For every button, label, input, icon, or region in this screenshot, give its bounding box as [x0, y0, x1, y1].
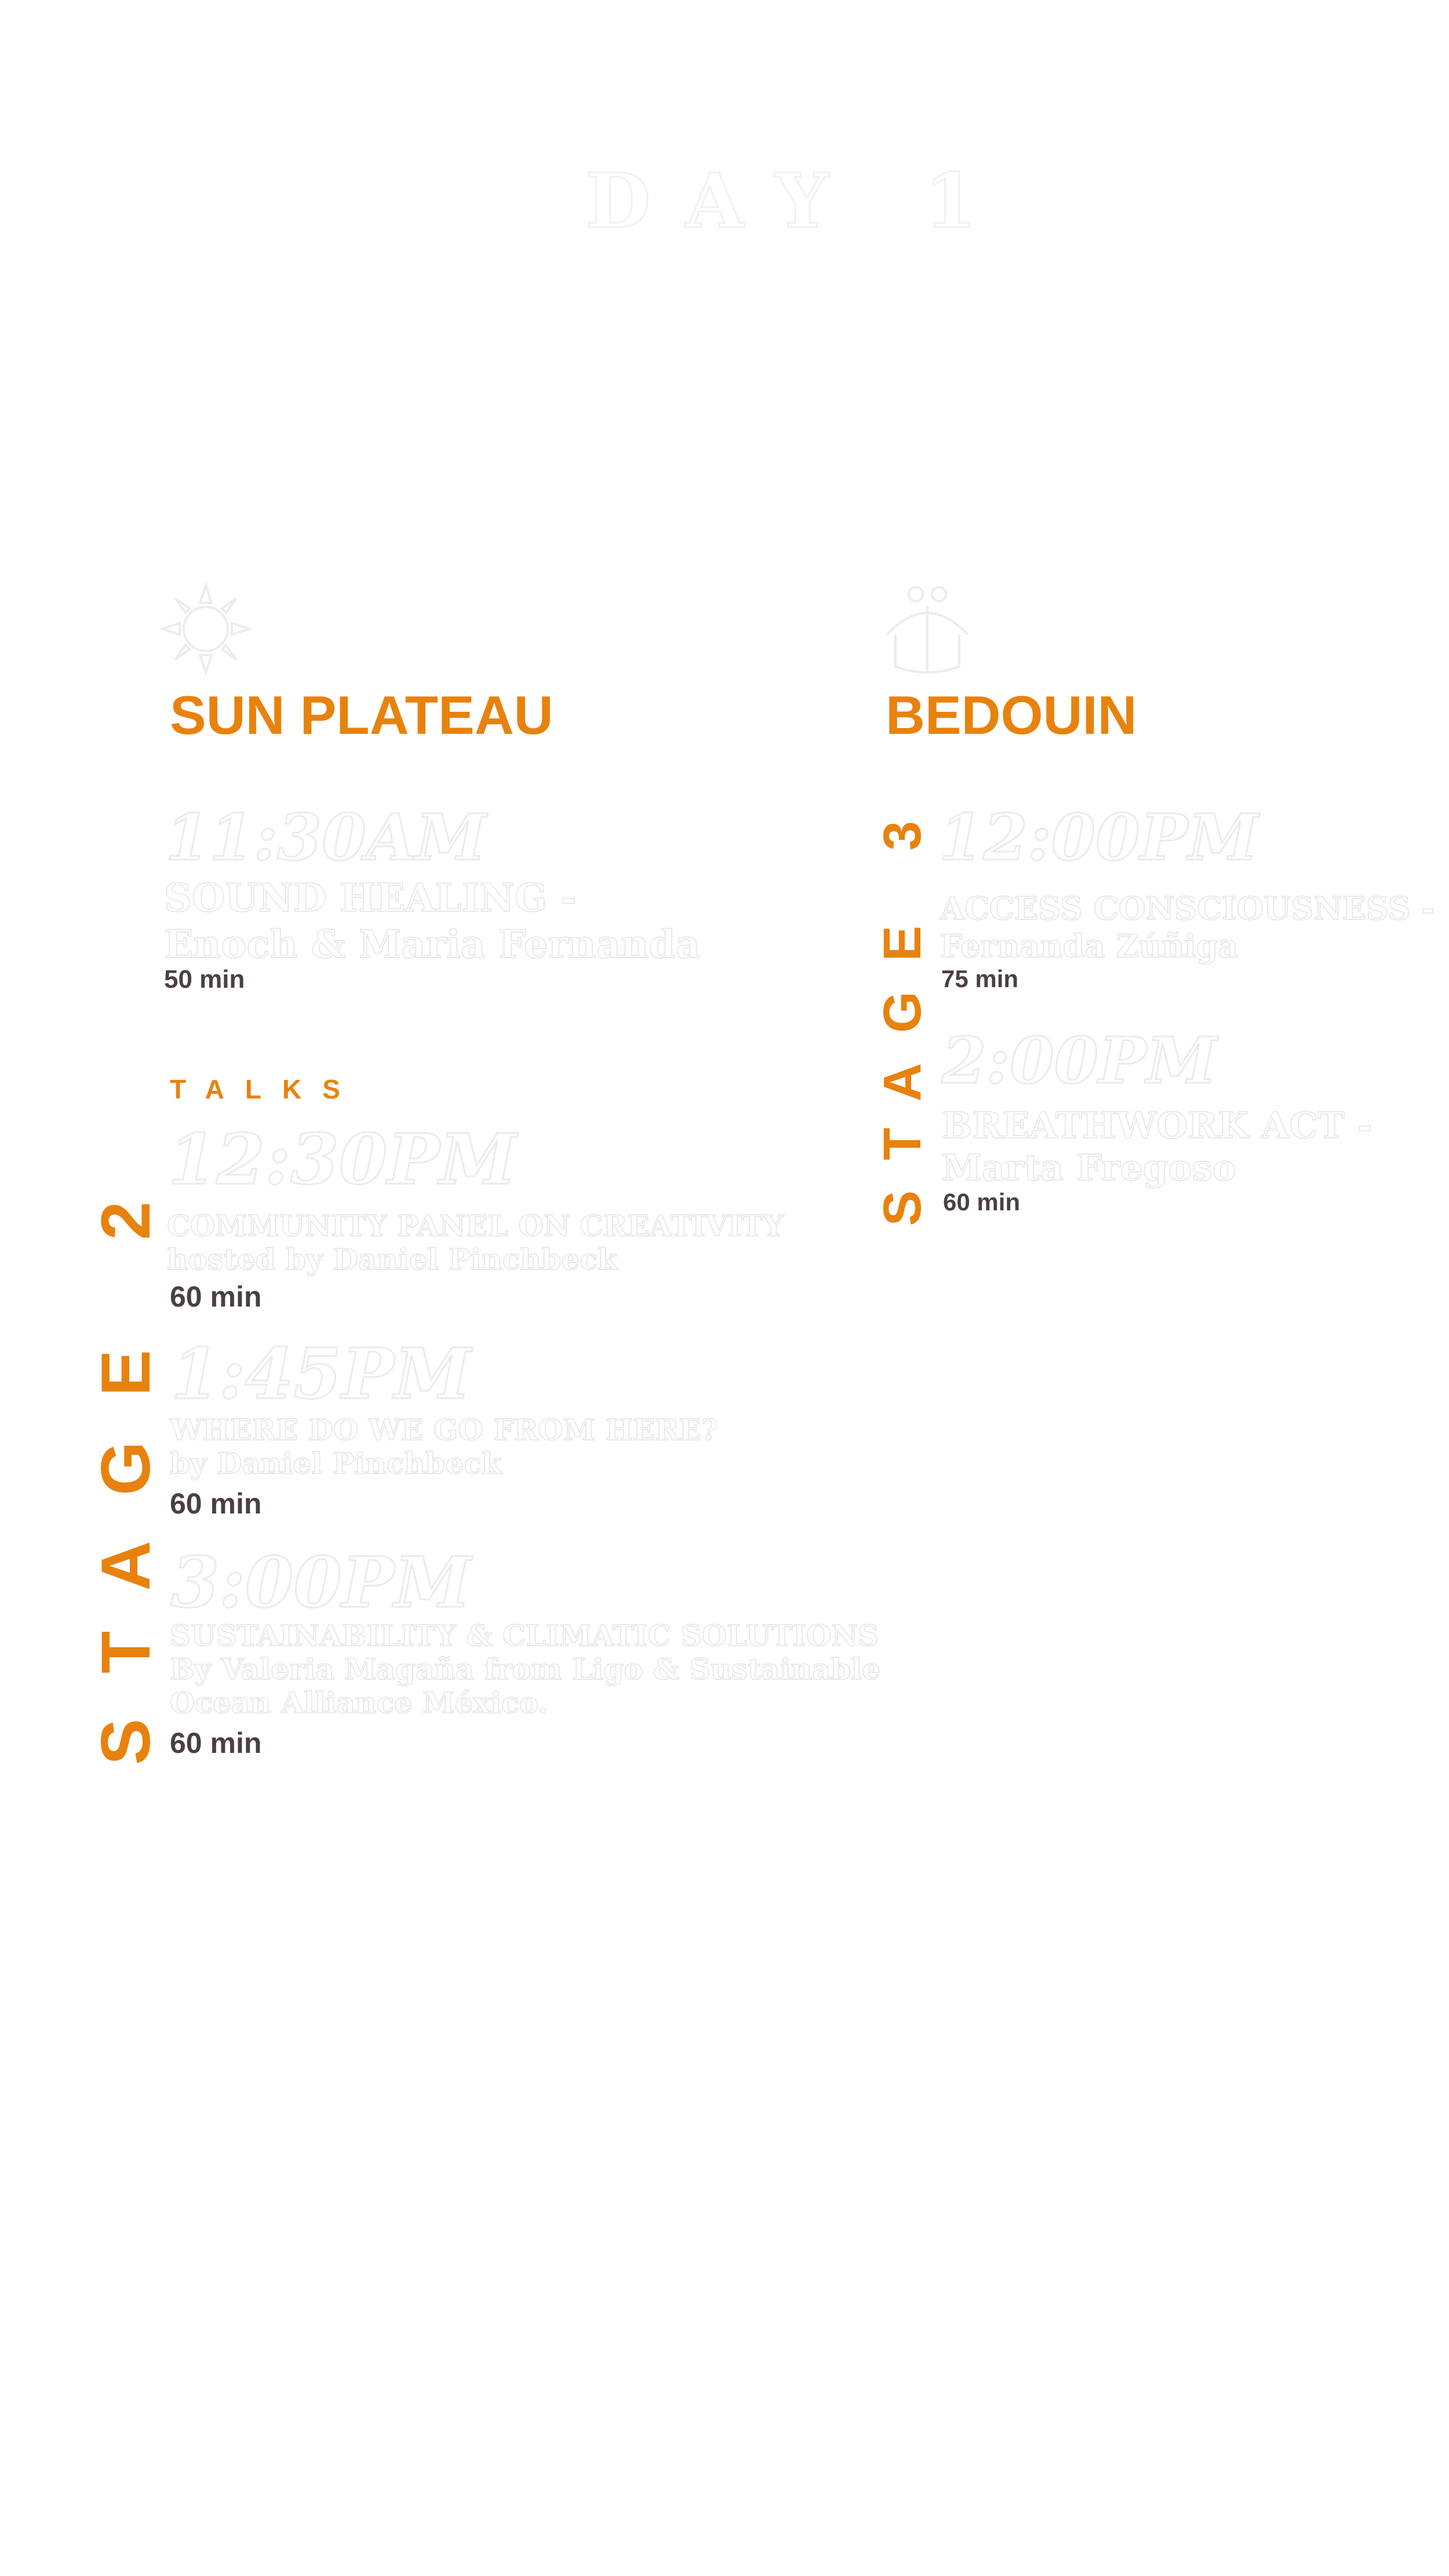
event-host: hosted by Daniel Pinchbeck	[167, 1242, 618, 1276]
event-time: 12:30PM	[168, 1119, 517, 1200]
event-time: 12:00PM	[939, 800, 1259, 875]
event-time: 2:00PM	[942, 1023, 1217, 1098]
event-host: by Daniel Pinchbeck	[170, 1446, 502, 1480]
venue-title-bedouin: BEDOUIN	[886, 685, 1137, 745]
event-title: WHERE DO WE GO FROM HERE?	[170, 1413, 718, 1447]
tent-icon	[881, 580, 974, 678]
event-time: 1:45PM	[171, 1333, 471, 1415]
event-duration: 50 min	[164, 965, 245, 994]
event-host: Marta Fregoso	[942, 1147, 1236, 1189]
event-title: SOUND HEALING -	[164, 875, 577, 920]
event-title: SUSTAINABILITY & CLIMATIC SOLUTIONS	[170, 1618, 879, 1653]
event-host-line2: Ocean Alliance México.	[170, 1686, 548, 1720]
sun-icon	[156, 580, 255, 678]
event-title: ACCESS CONSCIOUSNESS -	[940, 890, 1435, 927]
header-logo: DAY 1	[585, 157, 1012, 245]
event-duration: 60 min	[170, 1280, 262, 1313]
event-host: Enoch & Maria Fernanda	[164, 922, 701, 967]
stage-label-stage-3: STAGE 3	[873, 791, 932, 1226]
stage-label-stage-2: STAGE 2	[87, 1156, 165, 1765]
venue-title-sun-plateau: SUN PLATEAU	[170, 685, 554, 745]
event-duration: 60 min	[170, 1487, 262, 1520]
event-title: COMMUNITY PANEL ON CREATIVITY	[167, 1209, 784, 1243]
event-host: By Valeria Magaña from Ligo & Sustainable	[170, 1652, 881, 1686]
event-duration: 75 min	[941, 965, 1019, 992]
event-duration: 60 min	[170, 1727, 262, 1759]
event-time: 11:30AM	[165, 800, 486, 875]
event-host: Fernanda Zúñiga	[940, 927, 1239, 965]
event-title: BREATHWORK ACT -	[942, 1104, 1372, 1147]
event-time: 3:00PM	[171, 1542, 471, 1624]
event-duration: 60 min	[943, 1188, 1021, 1216]
section-label-talks: TALKS	[170, 1074, 361, 1104]
